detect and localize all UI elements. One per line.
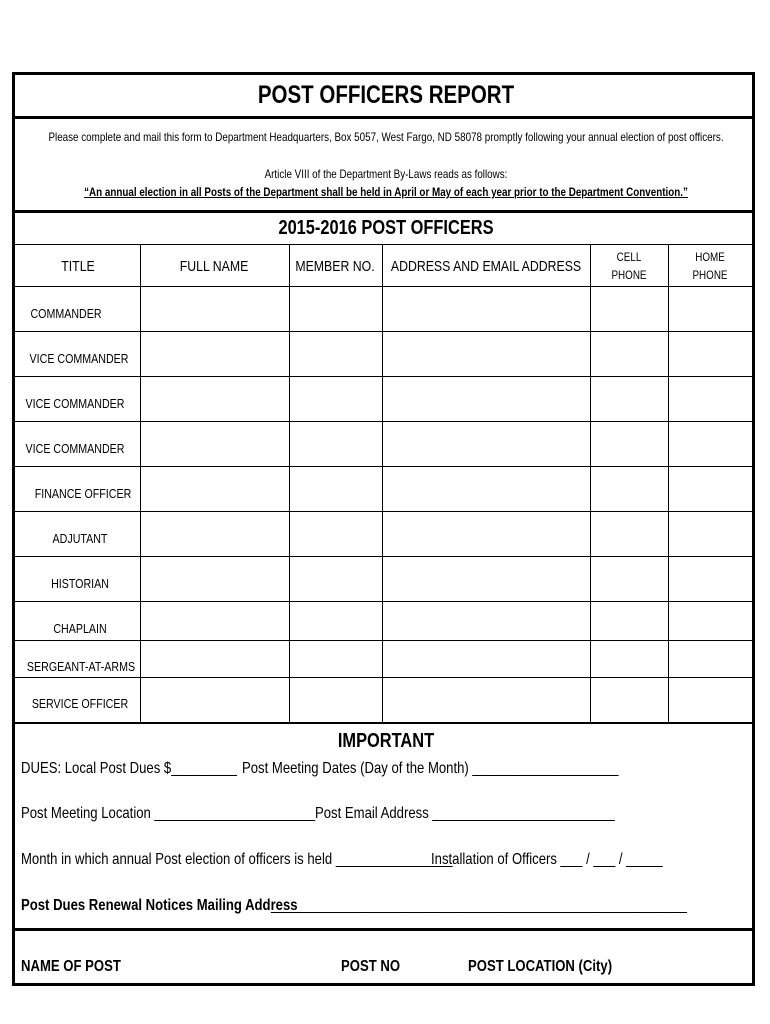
col-divider-4 (590, 244, 591, 723)
meeting-dates-field: Post Meeting Dates (Day of the Month) ____________________ (242, 760, 619, 777)
meeting-location-field: Post Meeting Location ______________________ (21, 805, 315, 822)
col-header-title: TITLE (61, 258, 95, 275)
col-divider-5 (668, 244, 669, 723)
instructions-divider (15, 210, 752, 213)
election-month-field: Month in which annual Post election of officers is held ________________ (21, 851, 453, 868)
row-divider (15, 677, 752, 678)
row-label-sergeant-at-arms: SERGEANT-AT-ARMS (26, 659, 136, 674)
row-label-adjutant: ADJUTANT (52, 531, 108, 546)
footer-divider (15, 928, 752, 931)
article-quote-text: “An annual election in all Posts of the Department shall be held in April or May of each year prior to the Department Convention.” (84, 185, 688, 199)
article-intro-text: Article VIII of the Department By-Laws reads as follows: (264, 167, 508, 181)
local-post-dues-field: DUES: Local Post Dues $_________ (21, 760, 237, 777)
col-header-home-phone-line1: HOME (695, 250, 725, 264)
col-header-cell-phone-line2: PHONE (611, 268, 647, 282)
post-email-field: Post Email Address _________________________ (315, 805, 615, 822)
form-title: POST OFFICERS REPORT (257, 81, 515, 109)
row-label-chaplain: CHAPLAIN (53, 621, 107, 636)
post-no-label: POST NO (341, 958, 401, 975)
row-label-vice-commander-2: VICE COMMANDER (25, 396, 125, 411)
col-divider-2 (289, 244, 290, 723)
col-divider-1 (140, 244, 141, 723)
row-divider (15, 640, 752, 641)
column-header-divider (15, 286, 752, 287)
row-label-service-officer: SERVICE OFFICER (31, 696, 129, 711)
title-divider (15, 116, 752, 119)
row-divider (15, 331, 752, 332)
row-divider (15, 556, 752, 557)
col-header-member-no: MEMBER NO. (295, 258, 375, 275)
col-divider-3 (382, 244, 383, 723)
row-divider (15, 601, 752, 602)
col-header-address: ADDRESS AND EMAIL ADDRESS (390, 258, 582, 275)
post-location-label: POST LOCATION (City) (468, 958, 613, 975)
installation-date-field: Installation of Officers ___ / ___ / _____ (431, 851, 663, 868)
mailing-address-line: _________________________________________________________ (271, 897, 687, 914)
post-officers-report-form (12, 72, 755, 986)
col-header-full-name: FULL NAME (179, 258, 249, 275)
table-heading-divider (15, 244, 752, 245)
row-label-commander: COMMANDER (30, 306, 102, 321)
important-heading: IMPORTANT (337, 730, 435, 752)
mailing-address-label: Post Dues Renewal Notices Mailing Address (21, 897, 298, 914)
name-of-post-label: NAME OF POST (21, 958, 121, 975)
col-header-home-phone-line2: PHONE (692, 268, 728, 282)
officers-table-heading: 2015-2016 POST OFFICERS (278, 217, 494, 239)
instructions-text: Please complete and mail this form to Department Headquarters, Box 5057, West Fargo, ND 58078 promptly following your annual election of post officers. (48, 130, 724, 144)
row-divider (15, 511, 752, 512)
row-label-vice-commander-1: VICE COMMANDER (29, 351, 129, 366)
col-header-cell-phone-line1: CELL (616, 250, 642, 264)
row-label-finance-officer: FINANCE OFFICER (34, 486, 132, 501)
row-divider (15, 376, 752, 377)
row-divider (15, 466, 752, 467)
table-bottom-divider (15, 722, 752, 724)
row-label-vice-commander-3: VICE COMMANDER (25, 441, 125, 456)
row-label-historian: HISTORIAN (51, 576, 109, 591)
row-divider (15, 421, 752, 422)
